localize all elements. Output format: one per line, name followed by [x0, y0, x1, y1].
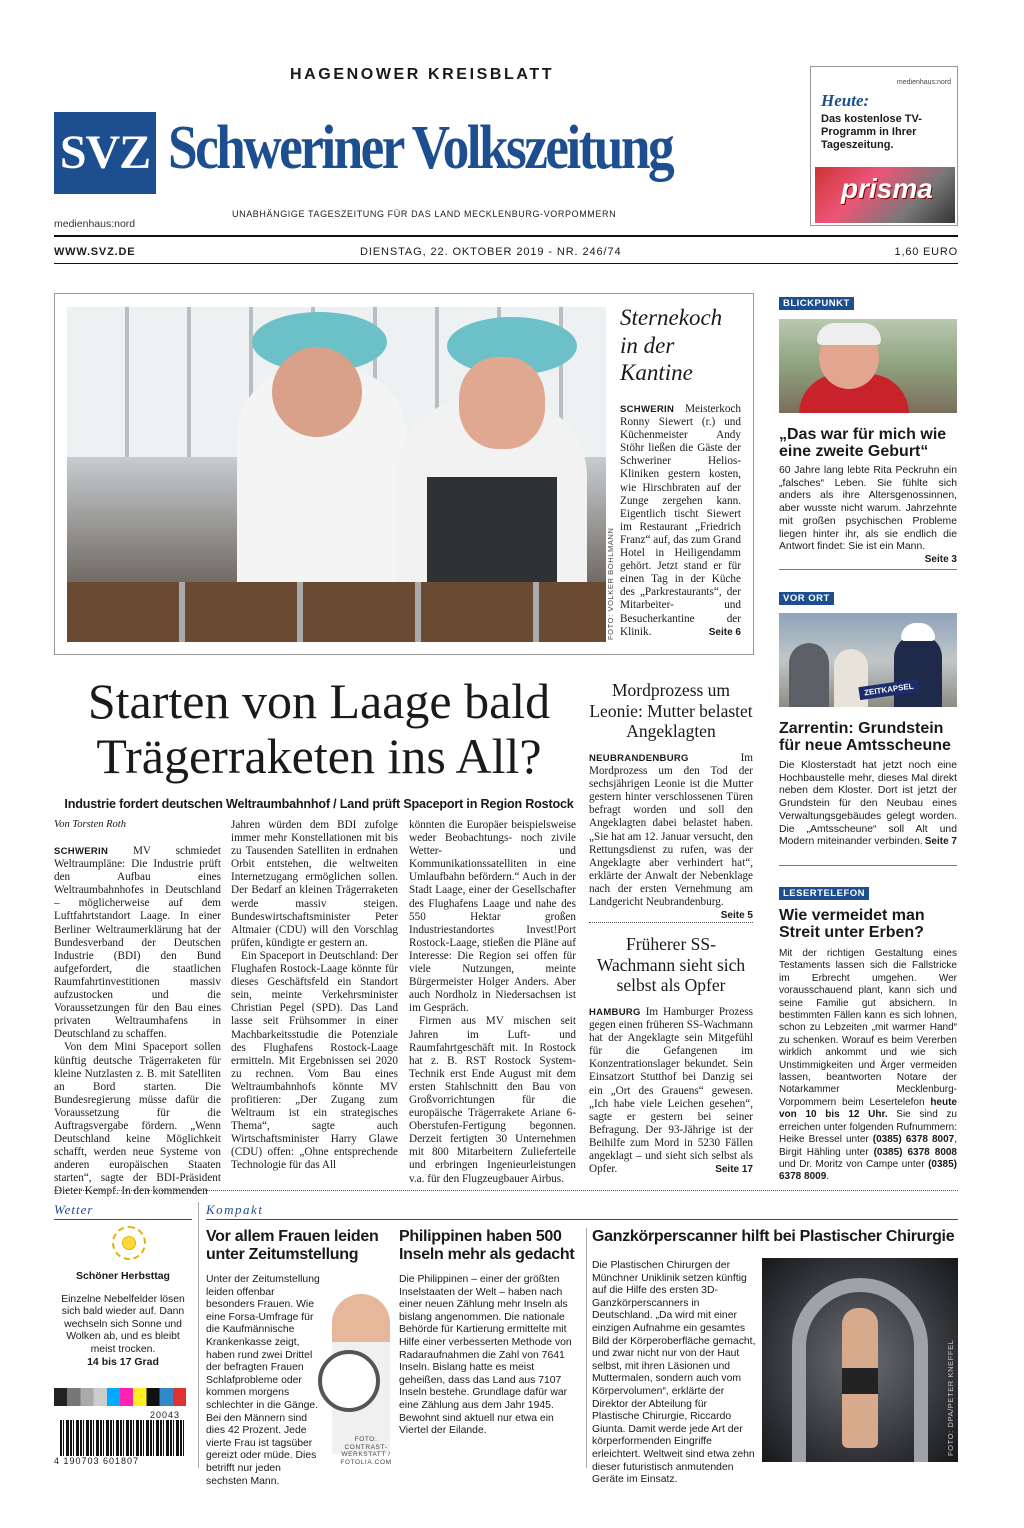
masthead-rule-top: [54, 235, 958, 237]
logo-abbr: SVZ: [59, 126, 151, 179]
kompakt-item3-headline: Ganzkörperscanner hilft bei Plastischer Chirurgie: [592, 1228, 955, 1245]
promo-image: [815, 167, 955, 223]
vor-ort-seite-link[interactable]: Seite 7: [924, 836, 957, 848]
kompakt-item1-headline: Vor allem Frauen leiden unter Zeitumstellung: [206, 1228, 379, 1263]
story2-text: [589, 752, 753, 922]
lesertelefon-body5: .: [826, 1171, 830, 1183]
lesertelefon-label-wrap: [779, 883, 869, 901]
man-shorts: [842, 1368, 878, 1394]
sidebar-rule-1: [779, 569, 957, 570]
lead-headline-line1: Starten von Laage bald: [87, 673, 551, 729]
kompakt-item2-text: Die Philippinen – einer der größten Inselstaaten der Welt – haben nach einer neuen Zählung mehr Inseln als bislang angenommen. Die nationale Behörde für Kartierung ermittelte mit Hilfe einer verbesserten Methode von Radaraufnahmen die Zahl von 7641 Inseln. Bislang hatte es meist geheißen, dass das Land aus 7107 Inseln bestehe. Grundlage dafür war eine Zählung aus dem Jahr 1945. Bewohnt sind aktuell nur etwa ein Viertel der Eilande.: [399, 1274, 572, 1437]
color-calibration-strip: [54, 1388, 186, 1406]
masthead-rule-bottom: [54, 263, 958, 264]
promo-text: Das kostenlose TV-Programm in Ihrer Tageszeitung.: [821, 113, 922, 151]
chef-right-face: [459, 357, 545, 449]
weather-label: Wetter: [54, 1202, 94, 1217]
price: 1,60 EURO: [894, 246, 958, 258]
sun-core: [122, 1236, 136, 1250]
weather-text: Einzelne Nebelfelder lösen sich bald wieder auf. Dann wechseln sich Sonne und Wolken ab, und es bleibt meist trocken.: [61, 1294, 185, 1355]
lesertelefon-time: heute von 10 bis 12 Uhr.: [779, 1096, 957, 1121]
weather-label-rule: [54, 1219, 192, 1220]
publisher-logo: medienhaus:nord: [54, 218, 136, 230]
feature-photo-credit: FOTO: VOLKER BOHLMANN: [606, 527, 615, 640]
lead-headline: [54, 674, 584, 784]
lesertelefon-headline: Wie vermeidet man Streit unter Erben?: [779, 907, 925, 941]
svz-logo-box: [54, 112, 156, 194]
story2-seite-link[interactable]: Seite 5: [720, 910, 753, 922]
barcode-bottom-number: 4 190703 601807: [54, 1456, 140, 1466]
lead-headline-line2: Trägerraketen ins All?: [96, 728, 542, 784]
feature-text: [620, 403, 741, 639]
sun-icon: [112, 1226, 146, 1260]
blickpunkt-text: [779, 465, 957, 567]
blickpunkt-label: BLICKPUNKT: [779, 297, 854, 310]
barcode-top-number: 20043: [150, 1410, 181, 1420]
vor-ort-photo: [779, 613, 957, 707]
vor-ort-body: Die Klosterstadt hat jetzt noch eine Hochbaustelle mehr, dieses Mal direkt neben dem Kloster. Dort ist jetzt der Grundstein für den Neubau eines Verwaltungsgebäudes gelegt worden. Die „Amtsscheune“ soll Alt und Modern miteinander verbinden.: [779, 760, 957, 848]
barcode: [60, 1420, 186, 1456]
food-trays: [67, 582, 606, 642]
sidebar-rule-2: [779, 865, 957, 866]
story3-location: HAMBURG: [589, 1007, 641, 1018]
lesertelefon-body2: Sie sind zu erreichen unter folgenden Rufnummern: Heike Bressel unter: [779, 1109, 957, 1146]
story-divider: [589, 922, 753, 923]
story3-body: Im Hamburger Prozess gegen einen früheren SS-Wachmann hat der Angeklagte sein Mitgefühl für die Gefangenen im Konzentrationslager bekundet. Sein Einsatzort Stutthof bei Danzig sei ein „Ort des Grauens“ gewesen. „Ich habe viele Leichen gesehen“, sagte er gestern bei seiner Befragung. Der 93-Jährige ist der Beihilfe zum Mord in 5230 Fällen angeklagt – und sieht sich selbst als Opfer.: [589, 1006, 754, 1176]
weather-kompakt-separator: [198, 1202, 199, 1468]
blickpunkt-headline: „Das war für mich wie eine zweite Geburt“: [779, 426, 947, 460]
lead-col1-text: MV schmiedet Weltraumpläne: Die Industrie prüft den Aufbau eines Weltraumbahnhofes in Deutschland – möglicherweise auf dem Luftfahrtstandort Laage. In einer Berliner Weltraumerklärung hat der Bundesverband der Deutschen Industrie (BDI) den Bund aufgefordert, die staatlichen Raumfahrtinvestitionen massiv aufzustocken und die Voraussetzungen für den Bau eines privaten Weltraumhafens in Deutschland zu schaffen.: [54, 845, 221, 1041]
blickpunkt-body: 60 Jahre lang lebte Rita Peckruhn ein „falsches“ Leben. Sie fühlte sich anders als ihre Altersgenossinnen, aber wusste nicht warum. Jahrzehnte mit großen psychischen Probleme liegen hinter ihr, als sie endlich die Antwort findet: Sie ist ein Mann.: [779, 465, 957, 553]
lesertelefon-text: [779, 948, 957, 1184]
kompakt-item2-headline: Philippinen haben 500 Inseln mehr als gedacht: [399, 1228, 575, 1263]
story3-headline: Früherer SS-Wachmann sieht sich selbst als Opfer: [596, 934, 746, 995]
lead-col2b-text: Ein Spaceport in Deutschland: Der Flughafen Rostock-Laage könnte für dieses Geschäftsfeld ein Standort sein, meinte Verkehrsminister Christian Pegel (SPD). Das Land lasse seit Frühsommer in einer Machbarkeitsstudie die Potenziale des Flughafens Rostock-Laage ermitteln. Mit Ergebnissen sei 2020 zu rechnen. Vom Bau eines Weltraumbahnhofs könnte MV profitieren: „Der Zugang zum Weltraum ist ein strategisches Thema“, sagte auch Wirtschaftsminister Harry Glawe (CDU) offen: „Ohne entsprechende Technologie für das All: [231, 949, 398, 1172]
tagline: UNABHÄNGIGE TAGESZEITUNG FÜR DAS LAND MECKLENBURG-VORPOMMERN: [232, 209, 617, 219]
alarm-clock-icon: [318, 1350, 380, 1412]
body-scanner-photo: [762, 1258, 958, 1462]
regional-title: HAGENOWER KREISBLATT: [290, 66, 555, 83]
lesertelefon-body4: und Dr. Moritz von Campe unter: [779, 1158, 925, 1170]
kompakt-label: Kompakt: [206, 1202, 264, 1217]
kompakt-item1-text: Unter der Zeitumstellung leiden offenbar besonders Frauen. Wie eine Forsa-Umfrage für die Kaufmännische Krankenkasse zeigt, haben rund zwei Drittel der befragten Frauen Schlafprobleme oder kommen morgens schlechter in die Gänge. Bei den Männern sind dies 42 Prozent. Jede vierte Frau ist tagsüber gereizt oder müde. Dies betrifft nur jeden sechsten Mann.: [206, 1274, 320, 1487]
lead-subhead: Industrie fordert deutschen Weltraumbahnhof / Land prüft Spaceport in Region Rostock: [64, 797, 574, 811]
promo-heute: Heute:: [821, 91, 870, 110]
lead-col3b-text: Firmen aus MV mischen seit Jahren im Luft- und Raumfahrtgeschäft mit. In Rostock hat z. B. RST Rostock System-Technik erst Ende August mit dem ersten Stahlschnitt den Bau von Großvorrichtungen für die europäische Trägerrakete Ariane 6-Oberstufen-Fertigung begonnen. Derzeit fertigten 30 Unternehmen mit 800 Mitarbeitern Zulieferteile und erbringen Ingenieurleistungen v.a. für den Flugzeugbauer Airbus.: [409, 1015, 576, 1185]
lead-location: SCHWERIN: [54, 846, 109, 857]
helmet: [901, 623, 935, 641]
lead-col3-text: könnten die Europäer beispielsweise weder Beobachtungs- noch zivile Wetter- und Kommunikationssatelliten in eine Umlaufbahn befördern.“ Auch in der Stadt Laage, einer der Gesellschafter des Flughafens Laage und nahe des 550 Hektar großen Industriestandortes Invest!Port Rostock-Laage, stießen die Pläne auf Interesse: Die Region sei offen für viele Nutzungen, meinte Bürgermeister Holger Anders. Aber auch Nordholz in Niedersachsen ist im Gespräch.: [409, 819, 576, 1015]
vor-ort-label: VOR ORT: [779, 592, 834, 605]
kompakt-item1-photo-credit: FOTO: CONTRAST-WERKSTATT / FOTOLIA.COM: [340, 1436, 392, 1466]
vor-ort-headline: Zarrentin: Grundstein für neue Amtsscheune: [779, 720, 951, 754]
vor-ort-label-wrap: [779, 588, 834, 606]
promo-publisher: medienhaus:nord: [896, 79, 951, 86]
lesertelefon-phone2[interactable]: (0385) 6378 8008: [873, 1146, 957, 1158]
lead-col-3: [409, 819, 576, 1186]
lead-col-2: [231, 819, 398, 1173]
feature-seite-link[interactable]: Seite 6: [708, 626, 741, 638]
paper-name: Schweriner Volkszeitung: [168, 114, 673, 182]
lesertelefon-body1: Mit der richtigen Gestaltung eines Testaments lassen sich die Fallstricke im Erbrecht umgehen. Wer vorausschauend plant, kann sich und seine Familie gut absichern. In bestimmten Fällen kann es sich lohnen, schon zu Lebzeiten „mit warmer Hand“ zu schenken. Worauf es beim Vererben wirklich ankommt und wie sich Unstimmigkeiten und Ärger vermeiden lassen, beantworten Notare der Notarkammer Mecklenburg-Vorpommern beim Lesertelefon: [779, 948, 957, 1108]
lesertelefon-label: LESERTELEFON: [779, 887, 869, 900]
vor-ort-text: [779, 760, 957, 849]
weather-temp: 14 bis 17 Grad: [87, 1356, 159, 1368]
woman-hair: [817, 323, 881, 345]
prisma-promo-box[interactable]: [810, 66, 958, 226]
lead-byline: Von Torsten Roth: [54, 819, 126, 830]
person-1: [789, 643, 829, 707]
feature-photo-kitchen: [67, 307, 606, 642]
dateline: DIENSTAG, 22. OKTOBER 2019 - NR. 246/74: [360, 246, 622, 258]
bottom-section-divider: [54, 1190, 958, 1191]
chef-left-face: [272, 347, 362, 437]
kompakt-label-rule: [206, 1219, 958, 1220]
blickpunkt-seite-link[interactable]: Seite 3: [924, 553, 957, 565]
blickpunkt-photo: [779, 319, 957, 413]
feature-body: Meisterkoch Ronny Siewert (r.) und Küchenmeister Andy Stöhr ließen die Gäste der Schweriner Helios-Kliniken gestern kosten, wie Hirschbraten auf der Zunge zergehen kann. Eigentlich tischt Siewert im Restaurant „Friedrich Franz“ auf, das zum Grand Hotel in Heiligendamm gehört. Jetzt stand er für einen Tag in der Küche des „Parkrestaurants“, der Mitarbeiter- und Besucherkantine der Klinik.: [620, 403, 741, 638]
lead-col2-text: Jahren würden dem BDI zufolge immer mehr Konstellationen mit bis zu Tausenden Satelliten in erdnahen Orbit entstehen, die weltweiten Internetzugang ermöglichen sollen. Der Bedarf an kleinen Trägerraketen werde massiv steigen. Bundeswirtschaftsminister Peter Altmaier (CDU) will den Vorschlag prüfen, kündigte er gestern an.: [231, 819, 398, 949]
prisma-logo: prisma: [841, 173, 933, 204]
feature-headline: Sternekoch in der Kantine: [620, 305, 723, 385]
website[interactable]: WWW.SVZ.DE: [54, 246, 136, 258]
story2-headline: Mordprozess um Leonie: Mutter belastet Angeklagten: [589, 680, 753, 741]
kompakt-separator-2: [586, 1228, 587, 1468]
kompakt-item3-photo-credit: FOTO: DPA/PETER KNEFFEL: [946, 1339, 955, 1456]
lesertelefon-phone3[interactable]: (0385) 6378 8009: [779, 1158, 957, 1183]
story3-seite-link[interactable]: Seite 17: [715, 1164, 753, 1176]
lesertelefon-body3: , Birgit Hähling unter: [779, 1134, 957, 1158]
feature-location: SCHWERIN: [620, 404, 675, 415]
person-3: [894, 635, 942, 707]
story2-location: NEUBRANDENBURG: [589, 753, 689, 764]
zeitkapsel-sign: ZEITKAPSEL: [858, 679, 919, 700]
kompakt-item3-text: Die Plastischen Chirurgen der Münchner Uniklinik setzen künftig auf die Hilfe des ersten 3D-Ganzkörperscanners in Deutschland. „Da wird mit einer einzigen Aufnahme ein gesamtes Bild der Körperoberfläche gemacht, und zwar nicht nur von der Haut selbst, mit ihren Läsionen und Muttermalen, sondern auch vom Körpervolumen“, erklärte der Direktor der Abteilung für Plastische Chirurgie, Riccardo Giunta. Damit werde jede Art der körperformenden Eingriffe erleichtert. Weltweit sind etwa zehn dieser futuristisch anmutenden Geräte im Einsatz.: [592, 1260, 756, 1486]
lesertelefon-phone1[interactable]: (0385) 6378 8007: [872, 1134, 955, 1146]
lead-col1b-text: Von dem Mini Spaceport sollen künftig deutsche Trägerraketen für kleine Nutzlasten z. B. mit Satelliten an Bord starten. Die Bundesregierung müsse dafür die Voraussetzung für die Auftragsvergabe fördern. „Wenn Deutschland keine Möglichkeit schafft, werden neue Systeme von anderen europäischen Staaten starten“, sagte der BDI-Präsident Dieter Kempf. In den kommenden: [54, 1041, 221, 1198]
lead-col-1: [54, 845, 221, 1199]
story3-text: [589, 1006, 753, 1176]
story2-body: Im Mordprozess um den Tod der sechsjährigen Leonie ist die Mutter gestern hinter verschlossenen Türen befragt worden und soll den Angeklagten dabei belastet haben. „Sie hat am 12. Januar versucht, den Rettungsdienst zu rufen, was der Angeklagte aber verhindert hat“, erklärte der Anwalt der Nebenklage nach der ersten Vernehmung am Landgericht Neubrandenburg.: [589, 752, 753, 909]
blickpunkt-label-wrap: [779, 293, 854, 311]
weather-headline: Schöner Herbsttag: [76, 1270, 170, 1282]
